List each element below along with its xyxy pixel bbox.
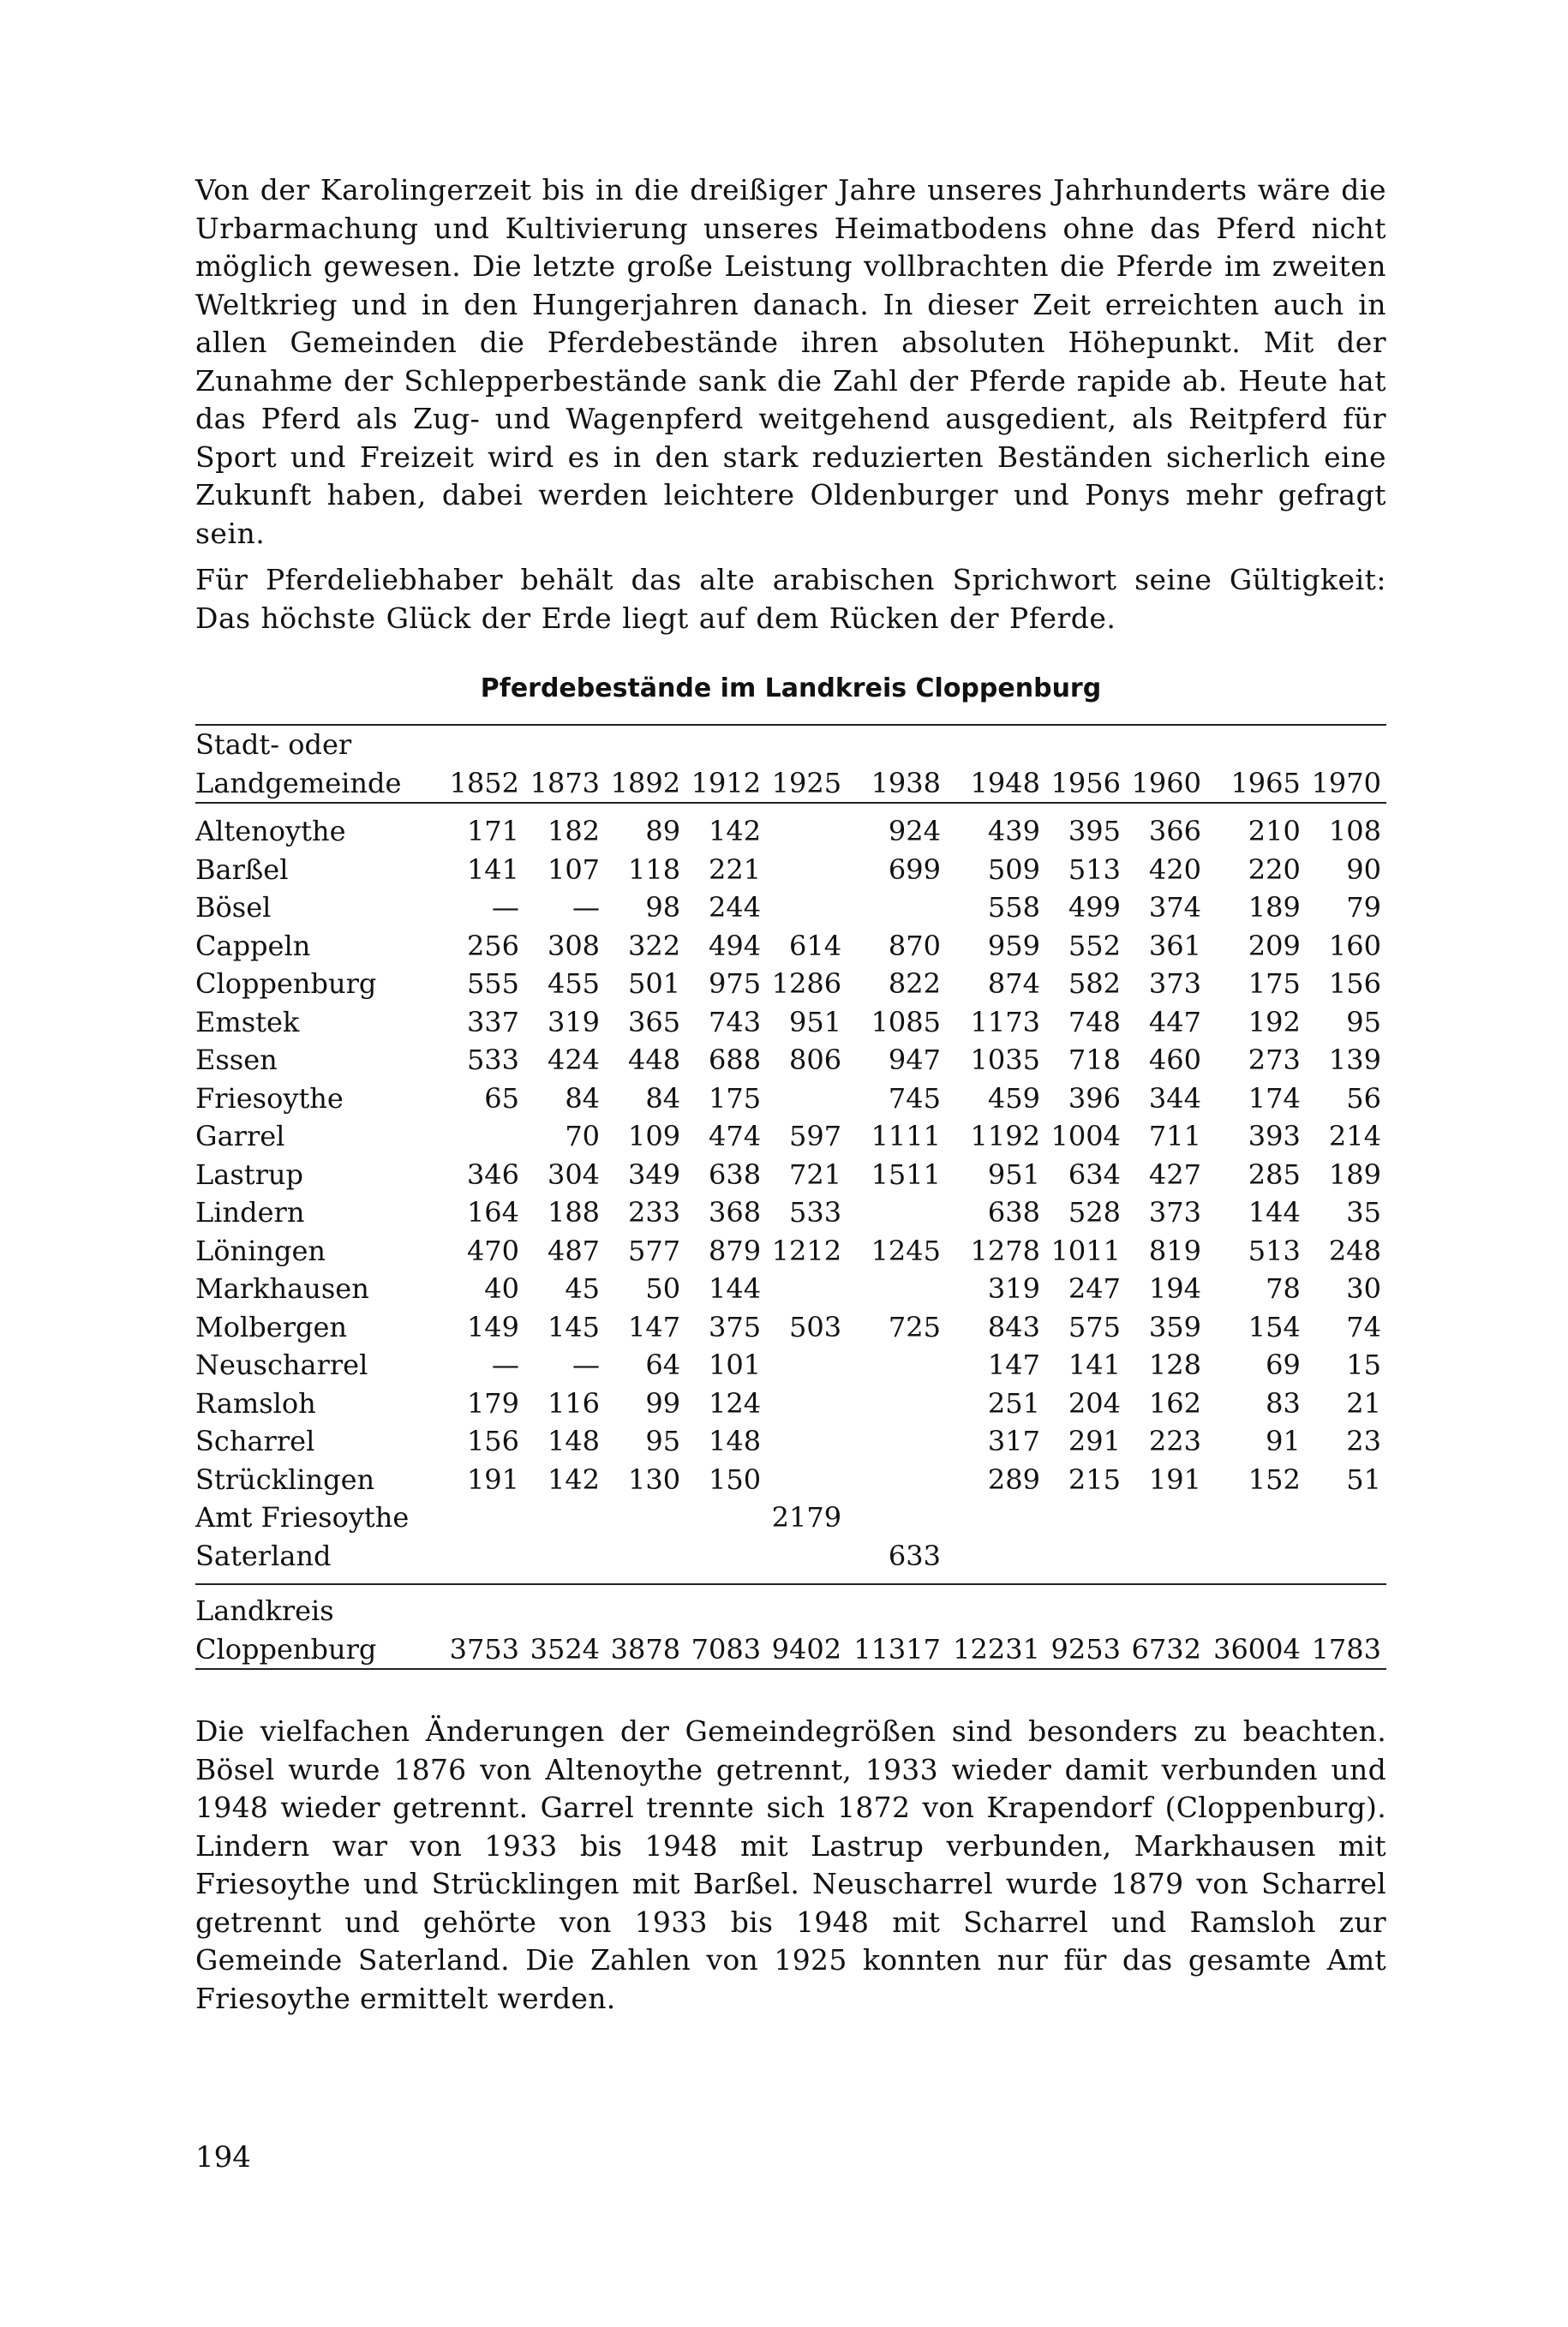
table-cell: 494 xyxy=(708,929,762,962)
table-cell: 1212 xyxy=(771,1234,842,1267)
table-cell: 951 xyxy=(987,1158,1040,1191)
table-cell xyxy=(946,1498,1045,1537)
table-cell: 189 xyxy=(1248,891,1301,924)
table-cell xyxy=(685,1498,766,1537)
municipality-name: Löningen xyxy=(195,1234,326,1267)
table-cell: 285 xyxy=(1248,1158,1301,1191)
table-cell: 597 xyxy=(789,1120,842,1152)
table-cell xyxy=(524,1498,605,1537)
table-cell: 528 xyxy=(1068,1196,1121,1229)
table-cell: 474 xyxy=(708,1120,762,1152)
table-cell xyxy=(847,1498,946,1537)
table-cell xyxy=(1045,1498,1126,1537)
table-cell xyxy=(766,1422,847,1461)
table-cell: 638 xyxy=(987,1196,1040,1229)
table-cell xyxy=(605,1498,685,1537)
table-cell xyxy=(1126,1537,1206,1585)
table-cell: 1278 xyxy=(970,1234,1040,1267)
table-row xyxy=(195,1498,1386,1537)
table-cell: 45 xyxy=(565,1272,601,1305)
table-cell: 84 xyxy=(645,1081,681,1115)
table-cell: 51 xyxy=(1346,1463,1381,1496)
table-cell: 843 xyxy=(987,1310,1040,1343)
table-cell: 189 xyxy=(1328,1158,1381,1191)
municipality-name: Friesoythe xyxy=(195,1081,344,1115)
table-cell: — xyxy=(492,891,520,924)
total-cell: 3524 xyxy=(524,1630,605,1670)
table-cell: 575 xyxy=(1068,1310,1121,1343)
total-cell: 6732 xyxy=(1126,1630,1206,1670)
table-cell: 633 xyxy=(888,1539,941,1572)
table-cell: 743 xyxy=(708,1005,762,1038)
table-cell: 150 xyxy=(708,1463,762,1496)
table-cell: 204 xyxy=(1068,1386,1121,1420)
table-cell: 552 xyxy=(1068,929,1121,962)
table-cell: 30 xyxy=(1346,1272,1381,1305)
table-cell: 638 xyxy=(708,1158,762,1191)
table-cell: 361 xyxy=(1148,929,1201,962)
table-cell: 90 xyxy=(1346,852,1381,886)
table-cell xyxy=(766,1270,847,1308)
table-cell xyxy=(847,1422,946,1461)
table-cell: 118 xyxy=(627,852,681,886)
table-cell: 148 xyxy=(708,1425,762,1457)
table-row xyxy=(195,1232,1386,1271)
table-cell xyxy=(1126,1498,1206,1537)
total-cell: 36004 xyxy=(1206,1630,1306,1670)
table-cell: 149 xyxy=(466,1310,520,1343)
table-cell: 191 xyxy=(1148,1463,1201,1496)
table-cell: 424 xyxy=(547,1044,601,1076)
table-cell: 822 xyxy=(888,967,941,1000)
total-cell: 1783 xyxy=(1306,1630,1386,1670)
table-cell: 365 xyxy=(627,1005,681,1038)
table-cell: 721 xyxy=(789,1158,842,1191)
table-cell xyxy=(946,1537,1045,1585)
table-cell: 116 xyxy=(547,1386,601,1420)
table-cell: 448 xyxy=(627,1044,681,1076)
table-cell: 83 xyxy=(1266,1386,1301,1420)
table-cell: 179 xyxy=(466,1386,520,1420)
total-row xyxy=(195,1630,1386,1670)
table-cell: 373 xyxy=(1148,1196,1201,1229)
municipality-name: Neuscharrel xyxy=(195,1349,368,1381)
table-cell: 344 xyxy=(1148,1081,1201,1115)
municipality-name: Garrel xyxy=(195,1120,285,1152)
table-cell: 487 xyxy=(547,1234,601,1267)
table-cell: 78 xyxy=(1266,1272,1301,1305)
table-cell xyxy=(766,1385,847,1423)
table-cell: 147 xyxy=(627,1310,681,1343)
table-cell xyxy=(847,1193,946,1232)
table-cell: 499 xyxy=(1068,891,1121,924)
year-header: 1912 xyxy=(685,764,766,804)
table-cell: 21 xyxy=(1346,1386,1381,1420)
table-cell: 147 xyxy=(987,1349,1040,1381)
table-cell: 69 xyxy=(1266,1349,1301,1381)
municipality-name: Saterland xyxy=(195,1539,332,1572)
table-row xyxy=(195,1117,1386,1156)
table-cell: 924 xyxy=(888,815,941,847)
table-cell: 144 xyxy=(1248,1196,1301,1229)
table-cell: 244 xyxy=(708,891,762,924)
table-cell xyxy=(847,1461,946,1499)
footnote-paragraph: Die vielfachen Änderungen der Gemeindegrößen sind besonders zu beachten. Bösel wurde 1876 von Altenoythe getrennt, 1933 wieder damit verbunden und 1948 wieder getrennt. Garrel trennte sich 1872 von Krapendorf (Cloppenburg). Lindern war von 1933 bis 1948 mit Lastrup verbunden, Markhausen mit Friesoythe und Strücklingen mit Barßel. Neuscharrel wurde 1879 von Scharrel getrennt und gehörte von 1933 bis 1948 mit Scharrel und Ramsloh zur Gemeinde Saterland. Die Zahlen von 1925 konnten nur für das gesamte Amt Friesoythe ermittelt werden. xyxy=(195,1714,1386,2015)
year-header: 1852 xyxy=(444,764,524,804)
table-cell: 124 xyxy=(708,1386,762,1420)
year-header: 1970 xyxy=(1306,764,1386,804)
table-cell: 233 xyxy=(627,1196,681,1229)
table-cell: 1035 xyxy=(970,1044,1040,1076)
total-cell: 12231 xyxy=(946,1630,1045,1670)
table-cell: 98 xyxy=(645,891,681,924)
table-cell xyxy=(766,1346,847,1385)
total-cell: 7083 xyxy=(685,1630,766,1670)
table-cell: 101 xyxy=(708,1349,762,1381)
table-cell xyxy=(685,1537,766,1585)
municipality-name: Emstek xyxy=(195,1005,300,1038)
table-cell: 748 xyxy=(1068,1005,1121,1038)
municipality-name: Ramsloh xyxy=(195,1386,316,1420)
table-cell: 711 xyxy=(1148,1120,1201,1152)
table-row xyxy=(195,888,1386,927)
table-cell: 439 xyxy=(987,815,1040,847)
table-row xyxy=(195,1422,1386,1461)
table-row xyxy=(195,1156,1386,1194)
table-cell: 70 xyxy=(565,1120,601,1152)
intro-paragraph-2: Für Pferdeliebhaber behält das alte arabischen Sprichwort seine Gültigkeit: Das höchste Glück der Erde liegt auf dem Rücken der Pferde. xyxy=(195,563,1386,635)
horse-stock-table xyxy=(195,724,1386,1670)
table-cell: 582 xyxy=(1068,967,1121,1000)
table-cell: 175 xyxy=(708,1081,762,1115)
table-cell: 156 xyxy=(1328,967,1381,1000)
table-row xyxy=(195,1003,1386,1042)
table-cell: 209 xyxy=(1248,929,1301,962)
municipality-name: Cappeln xyxy=(195,929,311,962)
year-header-row xyxy=(195,764,1386,804)
table-cell xyxy=(524,1537,605,1585)
table-row xyxy=(195,1193,1386,1232)
table-cell: 304 xyxy=(547,1158,601,1191)
table-cell: 251 xyxy=(987,1386,1040,1420)
table-cell: 109 xyxy=(627,1120,681,1152)
table-cell: 40 xyxy=(484,1272,520,1305)
table-cell: 806 xyxy=(789,1044,842,1076)
year-header: 1938 xyxy=(847,764,946,804)
table-cell: 141 xyxy=(466,852,520,886)
total-label-line1: Landkreis xyxy=(195,1584,444,1630)
municipality-name: Lindern xyxy=(195,1196,305,1229)
table-cell: 634 xyxy=(1068,1158,1121,1191)
table-cell: 223 xyxy=(1148,1425,1201,1457)
table-cell xyxy=(1045,1537,1126,1585)
table-cell: 513 xyxy=(1068,852,1121,886)
table-cell: 459 xyxy=(987,1081,1040,1115)
table-cell: 188 xyxy=(547,1196,601,1229)
table-cell: 317 xyxy=(987,1425,1040,1457)
table-row xyxy=(195,803,1386,851)
year-header: 1948 xyxy=(946,764,1045,804)
table-cell: 128 xyxy=(1148,1349,1201,1381)
municipality-name: Barßel xyxy=(195,852,289,886)
table-cell: 91 xyxy=(1266,1425,1301,1457)
table-cell: 959 xyxy=(987,929,1040,962)
table-cell: 745 xyxy=(888,1081,941,1115)
table-cell: 308 xyxy=(547,929,601,962)
table-cell: 210 xyxy=(1248,815,1301,847)
table-cell: 291 xyxy=(1068,1425,1121,1457)
table-cell: 874 xyxy=(987,967,1040,1000)
table-cell xyxy=(766,1537,847,1585)
total-cell: 3753 xyxy=(444,1630,524,1670)
table-cell: 346 xyxy=(466,1158,520,1191)
table-cell: 108 xyxy=(1328,815,1381,847)
table-cell: 171 xyxy=(466,815,520,847)
table-cell: 393 xyxy=(1248,1120,1301,1152)
page-content xyxy=(195,171,1386,2046)
table-body xyxy=(195,803,1386,1584)
table-cell: 688 xyxy=(708,1044,762,1076)
municipality-name: Altenoythe xyxy=(195,815,346,847)
table-cell: — xyxy=(572,1349,601,1381)
table-cell: 247 xyxy=(1068,1272,1121,1305)
table-cell: 420 xyxy=(1148,852,1201,886)
table-cell: 819 xyxy=(1148,1234,1201,1267)
year-header: 1892 xyxy=(605,764,685,804)
table-cell: 395 xyxy=(1068,815,1121,847)
year-header: 1925 xyxy=(766,764,847,804)
municipality-name: Essen xyxy=(195,1044,278,1076)
table-title: Pferdebestände im Landkreis Cloppenburg xyxy=(480,673,1102,703)
table-cell xyxy=(847,1346,946,1385)
table-cell: 174 xyxy=(1248,1081,1301,1115)
table-cell: 699 xyxy=(888,852,941,886)
table-cell: 256 xyxy=(466,929,520,962)
table-cell: 322 xyxy=(627,929,681,962)
table-cell xyxy=(605,1537,685,1585)
table-cell: 95 xyxy=(1346,1005,1381,1038)
table-cell: 319 xyxy=(547,1005,601,1038)
table-cell: 1011 xyxy=(1050,1234,1121,1267)
table-cell: 141 xyxy=(1068,1349,1121,1381)
table-cell: 366 xyxy=(1148,815,1201,847)
table-cell: 154 xyxy=(1248,1310,1301,1343)
total-label-line2: Cloppenburg xyxy=(195,1630,444,1670)
table-cell: 220 xyxy=(1248,852,1301,886)
table-cell xyxy=(1306,1537,1386,1585)
table-cell: 718 xyxy=(1068,1044,1121,1076)
total-cell: 9402 xyxy=(766,1630,847,1670)
intro-paragraph-1: Von der Karolingerzeit bis in die dreißiger Jahre unseres Jahrhunderts wäre die Urbarmachung und Kultivierung unseres Heimatbodens ohne das Pferd nicht möglich gewesen. Die letzte große Leistung vollbrachten die Pferde im zweiten Weltkrieg und in den Hungerjahren danach. In dieser Zeit erreichten auch in allen Gemeinden die Pferdebestände ihren absoluten Höhepunkt. Mit der Zunahme der Schlepperbestände sank die Zahl der Pferde rapide ab. Heute hat das Pferd als Zug- und Wagenpferd weitgehend ausgedient, als Reitpferd für Sport und Freizeit wird es in den stark reduzierten Beständen sicherlich eine Zukunft haben, dabei werden leichtere Oldenburger und Ponys mehr gefragt sein. xyxy=(195,173,1386,550)
table-cell xyxy=(766,888,847,927)
table-cell: 162 xyxy=(1148,1386,1201,1420)
table-cell: 975 xyxy=(708,967,762,1000)
table-row xyxy=(195,965,1386,1003)
table-cell: 144 xyxy=(708,1272,762,1305)
table-row xyxy=(195,1041,1386,1080)
table-row xyxy=(195,1308,1386,1347)
table-cell: 337 xyxy=(466,1005,520,1038)
table-cell: 513 xyxy=(1248,1234,1301,1267)
table-cell: 142 xyxy=(708,815,762,847)
table-cell: 35 xyxy=(1346,1196,1381,1229)
municipality-name: Amt Friesoythe xyxy=(195,1501,410,1534)
municipality-name: Markhausen xyxy=(195,1272,369,1305)
table-cell: 1245 xyxy=(871,1234,941,1267)
table-cell: 192 xyxy=(1248,1005,1301,1038)
table-cell xyxy=(766,803,847,851)
table-row xyxy=(195,1461,1386,1499)
table-row xyxy=(195,1270,1386,1308)
page-number: 194 xyxy=(195,2140,251,2174)
table-cell: 89 xyxy=(645,815,681,847)
table-row xyxy=(195,851,1386,889)
table-cell xyxy=(766,851,847,889)
total-cell: 9253 xyxy=(1045,1630,1126,1670)
table-cell xyxy=(444,1498,524,1537)
table-cell: 501 xyxy=(627,967,681,1000)
municipality-name: Bösel xyxy=(195,891,272,924)
table-cell: 427 xyxy=(1148,1158,1201,1191)
table-cell: 375 xyxy=(708,1310,762,1343)
table-cell: 1286 xyxy=(771,967,842,1000)
table-cell: 614 xyxy=(789,929,842,962)
table-cell xyxy=(847,1270,946,1308)
table-cell: 455 xyxy=(547,967,601,1000)
table-cell: — xyxy=(572,891,601,924)
table-cell: 373 xyxy=(1148,967,1201,1000)
table-cell: 142 xyxy=(547,1463,601,1496)
table-cell xyxy=(847,1385,946,1423)
table-cell: 1004 xyxy=(1050,1120,1121,1152)
table-cell: 64 xyxy=(645,1349,681,1381)
table-cell: 2179 xyxy=(771,1501,842,1534)
table-cell xyxy=(766,1461,847,1499)
table-cell: 194 xyxy=(1148,1272,1201,1305)
table-cell: 214 xyxy=(1328,1120,1381,1152)
table-cell: 1085 xyxy=(871,1005,941,1038)
table-cell: 56 xyxy=(1346,1081,1381,1115)
table-cell: 107 xyxy=(547,852,601,886)
table-row xyxy=(195,1385,1386,1423)
table-cell: 870 xyxy=(888,929,941,962)
table-cell: 1111 xyxy=(871,1120,941,1152)
municipality-name: Scharrel xyxy=(195,1425,315,1457)
table-row xyxy=(195,927,1386,966)
table-cell: 175 xyxy=(1248,967,1301,1000)
table-cell: 164 xyxy=(466,1196,520,1229)
table-cell: 145 xyxy=(547,1310,601,1343)
year-header: 1965 xyxy=(1206,764,1306,804)
table-cell: 558 xyxy=(987,891,1040,924)
header-municipality-line2: Landgemeinde xyxy=(195,764,444,804)
table-cell: 555 xyxy=(466,967,520,1000)
table-cell: — xyxy=(492,1349,520,1381)
table-cell xyxy=(766,1080,847,1118)
table-cell xyxy=(444,1117,524,1156)
table-cell: 349 xyxy=(627,1158,681,1191)
table-cell: 152 xyxy=(1248,1463,1301,1496)
table-cell: 533 xyxy=(466,1044,520,1076)
total-cell: 11317 xyxy=(847,1630,946,1670)
table-cell: 289 xyxy=(987,1463,1040,1496)
table-cell: 79 xyxy=(1346,891,1381,924)
table-cell: 99 xyxy=(645,1386,681,1420)
total-cell: 3878 xyxy=(605,1630,685,1670)
table-cell: 95 xyxy=(645,1425,681,1457)
table-cell: 1173 xyxy=(970,1005,1040,1038)
table-cell: 947 xyxy=(888,1044,941,1076)
table-cell: 359 xyxy=(1148,1310,1201,1343)
table-cell: 503 xyxy=(789,1310,842,1343)
year-header: 1956 xyxy=(1045,764,1126,804)
table-cell xyxy=(1306,1498,1386,1537)
table-cell: 156 xyxy=(466,1425,520,1457)
municipality-name: Strücklingen xyxy=(195,1463,375,1496)
year-header: 1873 xyxy=(524,764,605,804)
table-row xyxy=(195,1537,1386,1585)
table-cell: 221 xyxy=(708,852,762,886)
table-cell: 879 xyxy=(708,1234,762,1267)
municipality-name: Cloppenburg xyxy=(195,967,377,1000)
table-cell: 319 xyxy=(987,1272,1040,1305)
table-cell: 148 xyxy=(547,1425,601,1457)
municipality-name: Lastrup xyxy=(195,1158,303,1191)
table-cell: 470 xyxy=(466,1234,520,1267)
table-cell: 396 xyxy=(1068,1081,1121,1115)
year-header: 1960 xyxy=(1126,764,1206,804)
table-cell: 84 xyxy=(565,1081,601,1115)
table-cell: 191 xyxy=(466,1463,520,1496)
table-row xyxy=(195,1080,1386,1118)
table-cell: 74 xyxy=(1346,1310,1381,1343)
table-cell xyxy=(444,1537,524,1585)
table-cell: 725 xyxy=(888,1310,941,1343)
table-cell: 50 xyxy=(645,1272,681,1305)
table-cell: 160 xyxy=(1328,929,1381,962)
table-cell: 374 xyxy=(1148,891,1201,924)
table-cell: 139 xyxy=(1328,1044,1381,1076)
table-cell: 368 xyxy=(708,1196,762,1229)
table-row xyxy=(195,1346,1386,1385)
table-cell: 248 xyxy=(1328,1234,1381,1267)
table-cell: 1192 xyxy=(970,1120,1040,1152)
table-cell: 951 xyxy=(789,1005,842,1038)
table-cell xyxy=(1206,1498,1306,1537)
table-cell xyxy=(1206,1537,1306,1585)
municipality-name: Molbergen xyxy=(195,1310,348,1343)
table-cell: 447 xyxy=(1148,1005,1201,1038)
table-cell: 182 xyxy=(547,815,601,847)
table-cell: 15 xyxy=(1346,1349,1381,1381)
table-cell: 273 xyxy=(1248,1044,1301,1076)
table-cell: 130 xyxy=(627,1463,681,1496)
table-cell: 509 xyxy=(987,852,1040,886)
table-cell: 533 xyxy=(789,1196,842,1229)
table-cell: 215 xyxy=(1068,1463,1121,1496)
table-cell xyxy=(847,888,946,927)
table-cell: 23 xyxy=(1346,1425,1381,1457)
table-cell: 577 xyxy=(627,1234,681,1267)
table-cell: 460 xyxy=(1148,1044,1201,1076)
header-municipality-line1: Stadt- oder xyxy=(195,725,444,764)
table-cell: 1511 xyxy=(871,1158,941,1191)
table-cell: 65 xyxy=(484,1081,520,1115)
